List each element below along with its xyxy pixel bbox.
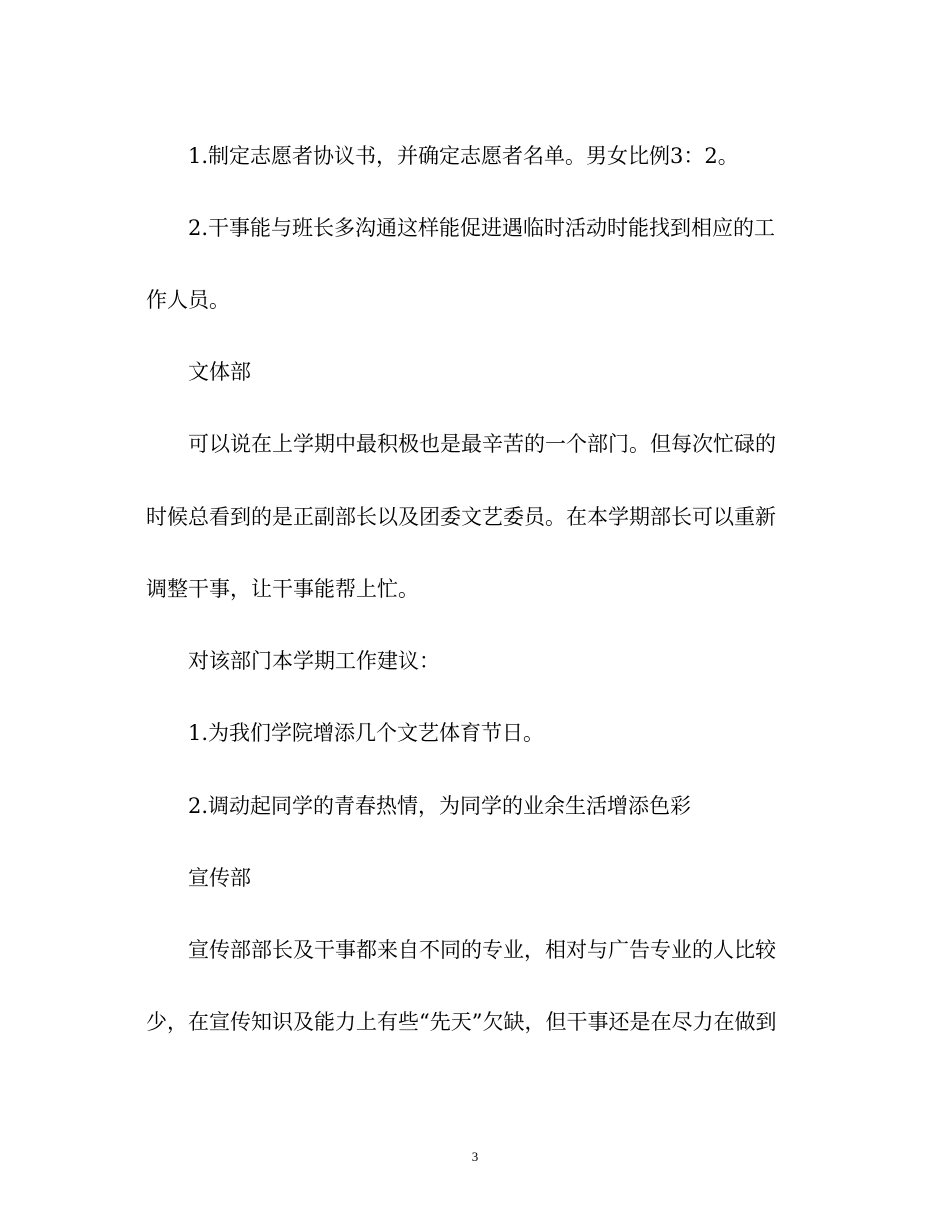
text-line-3: 作人员。: [146, 288, 230, 312]
text-line-12: 宣传部部长及干事都来自不同的专业，相对与广告专业的人比较: [188, 938, 776, 962]
text-line-8: 对该部门本学期工作建议：: [188, 649, 440, 673]
section-heading-wenti: 文体部: [188, 360, 251, 384]
text-line-7: 调整干事，让干事能帮上忙。: [146, 577, 419, 601]
text-line-6: 时候总看到的是正副部长以及团委文艺委员。在本学期部长可以重新: [146, 505, 776, 529]
text-line-10: 2.调动起同学的青春热情，为同学的业余生活增添色彩: [188, 794, 692, 818]
page-number: 3: [471, 1149, 479, 1164]
text-line-9: 1.为我们学院增添几个文艺体育节日。: [188, 721, 545, 745]
text-line-2: 2.干事能与班长多沟通这样能促进遇临时活动时能找到相应的工: [188, 216, 776, 240]
text-line-1: 1.制定志愿者协议书，并确定志愿者名单。男女比例3：2。: [188, 144, 739, 168]
section-heading-xuanchuan: 宣传部: [188, 866, 251, 890]
text-line-5: 可以说在上学期中最积极也是最辛苦的一个部门。但每次忙碌的: [188, 432, 776, 456]
text-line-13: 少，在宣传知识及能力上有些“先天”欠缺，但干事还是在尽力在做到: [146, 1010, 777, 1034]
